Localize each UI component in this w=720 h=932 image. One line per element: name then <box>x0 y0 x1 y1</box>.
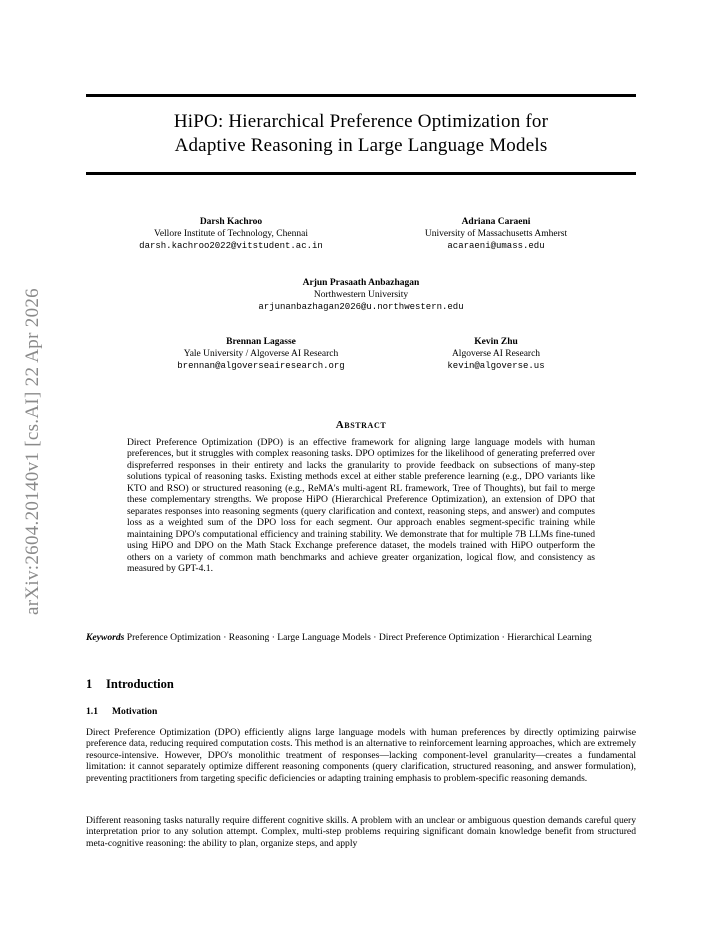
author-affiliation: Algoverse AI Research <box>451 349 541 359</box>
author-entry <box>416 336 576 372</box>
section-heading <box>86 677 174 692</box>
title-line-1: HiPO: Hierarchical Preference Optimization for <box>173 111 549 132</box>
section-number: 1 <box>86 677 93 691</box>
subsection-title: Motivation <box>112 706 158 717</box>
author-name: Adriana Caraeni <box>461 217 531 227</box>
keywords <box>86 632 636 644</box>
author-name: Kevin Zhu <box>474 337 518 347</box>
author-affiliation: University of Massachusetts Amherst <box>424 229 568 239</box>
author-name: Brennan Lagasse <box>226 337 296 347</box>
author-name: Arjun Prasaath Anbazhagan <box>302 278 420 288</box>
subsection-number: 1.1 <box>86 706 98 717</box>
paper-title <box>86 110 636 158</box>
body-paragraph: Different reasoning tasks naturally require different cognitive skills. A problem with an unclear or ambiguous question demands careful query interpretation prior to any solution attempt. Complex, multi-step problems requiring significant domain knowledge benefit from structured meta-cognitive reasoning: the ability to plan, organize steps, and apply <box>86 815 636 849</box>
author-affiliation: Yale University / Algoverse AI Research <box>183 349 339 359</box>
author-email[interactable]: acaraeni@umass.edu <box>447 241 545 251</box>
section-title: Introduction <box>106 677 174 691</box>
author-name: Darsh Kachroo <box>199 217 263 227</box>
author-email[interactable]: arjunanbazhagan2026@u.northwestern.edu <box>258 302 464 312</box>
title-line-2: Adaptive Reasoning in Large Language Models <box>174 135 548 156</box>
author-affiliation: Northwestern University <box>313 290 409 300</box>
subsection-heading <box>86 706 157 717</box>
author-entry <box>391 216 601 252</box>
author-entry <box>136 336 386 372</box>
author-entry <box>206 277 516 313</box>
author-email[interactable]: darsh.kachroo2022@vitstudent.ac.in <box>139 241 323 251</box>
author-entry <box>126 216 336 252</box>
abstract-heading: Abstract <box>335 419 387 431</box>
author-email[interactable]: brennan@algoverseairesearch.org <box>177 361 345 371</box>
abstract-text: Direct Preference Optimization (DPO) is an effective framework for aligning large language models with human preferences, but it struggles with complex reasoning tasks. DPO optimizes for the likelihood of generating preferred over dispreferred responses in their entirety and lacks the granularity to provide feedback on subsections of many-step solutions typical of reasoning tasks. Existing methods excel at either stable preference learning (e.g., DPO variants like KTO and RSO) or structured reasoning (e.g., ReMA's multi-agent RL framework, Tree of Thoughts), but fail to merge these complementary strengths. We propose HiPO (Hierarchical Preference Optimization), an extension of DPO that separates responses into reasoning segments (query clarification and context, reasoning steps, and answer) and computes loss as a weighted sum of the DPO loss for each segment. Our approach enables segment-specific training while maintaining DPO's computational efficiency and training stability. We demonstrate that for multiple 7B LLMs fine-tuned using HiPO and DPO on the Math Stack Exchange preference dataset, the models trained with HiPO outperform the others on a variety of common math benchmarks and achieve greater organization, logical flow, and consistency as measured by GPT-4.1. <box>127 437 595 574</box>
author-email[interactable]: kevin@algoverse.us <box>447 361 545 371</box>
author-affiliation: Vellore Institute of Technology, Chennai <box>154 229 308 239</box>
keywords-label: Keywords <box>86 632 125 643</box>
body-paragraph: Direct Preference Optimization (DPO) efficiently aligns large language models with human preferences by directly optimizing pairwise preference data, reducing required computation costs. This method is an alternative to reinforcement learning approaches, which are extremely resource-intensive. However, DPO's monolithic treatment of responses—lacking component-level granularity—creates a fundamental limitation: it cannot separately optimize different reasoning components (query clarification, structured reasoning, and answer formulation), preventing practitioners from targeting specific deficiencies or adapting training emphasis to problem-specific reasoning demands. <box>86 727 636 784</box>
title-top-rule <box>86 94 636 97</box>
title-bottom-rule <box>86 172 636 175</box>
arxiv-identifier: arXiv:2604.20140v1 [cs.AI] 22 Apr 2026 <box>22 288 43 616</box>
keywords-list: Preference Optimization · Reasoning · Large Language Models · Direct Preference Optimization · Hierarchical Learning <box>126 632 592 643</box>
